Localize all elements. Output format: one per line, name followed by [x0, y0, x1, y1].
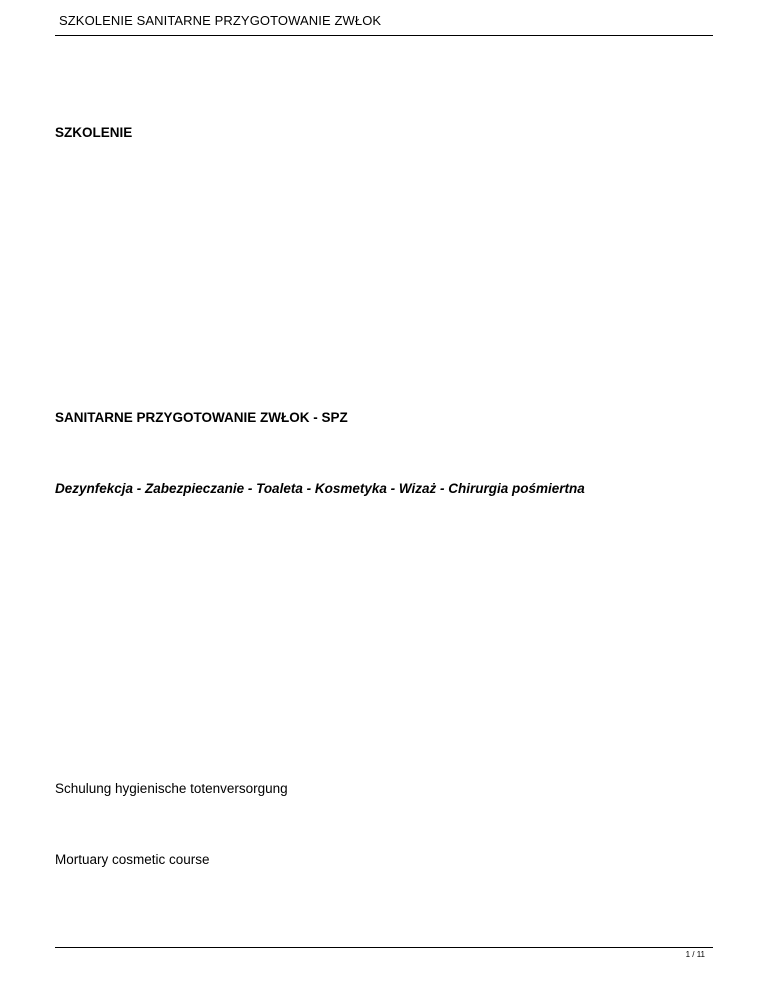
heading-szkolenie: SZKOLENIE — [55, 125, 133, 140]
subtitle-topics: Dezynfekcja - Zabezpieczanie - Toaleta - Kosmetyka - Wizaż - Chirurgia pośmiertna — [55, 481, 585, 496]
german-title: Schulung hygienische totenversorgung — [55, 781, 288, 796]
running-title: SZKOLENIE SANITARNE PRZYGOTOWANIE ZWŁOK — [59, 13, 382, 28]
english-title: Mortuary cosmetic course — [55, 852, 210, 867]
heading-spz: SANITARNE PRZYGOTOWANIE ZWŁOK - SPZ — [55, 410, 348, 425]
page-footer — [55, 947, 713, 959]
page-number: 1 / 11 — [685, 950, 705, 959]
page-header — [55, 13, 713, 36]
